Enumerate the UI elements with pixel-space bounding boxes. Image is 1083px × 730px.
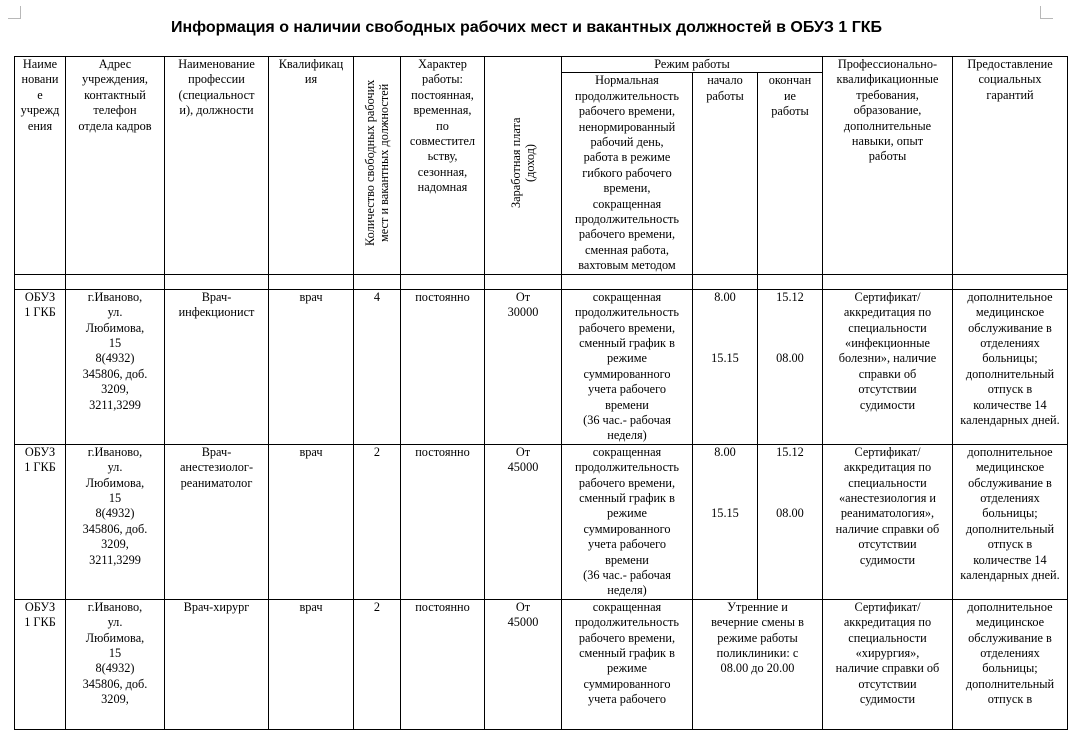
cell-social: дополнительное медицинское обслуживание в отделениях больницы; дополнительный отпуск в количестве 14 календарных дней. [953, 289, 1068, 444]
cell-start [693, 444, 758, 599]
cell-end [758, 444, 823, 599]
header-work-end: окончан ие работы [758, 73, 823, 274]
header-salary [485, 57, 562, 275]
cell-mode: сокращенная продолжительность рабочего времени, сменный график в режиме суммированного учета рабочего [562, 599, 693, 729]
cell-requirements: Сертификат/ аккредитация по специальности «анестезиология и реаниматология», наличие справки об отсутствии судимости [823, 444, 953, 599]
header-work-mode-normal: Нормальная продолжительность рабочего времени, ненормированный рабочий день, работа в режиме гибкого рабочего времени, сокращенная продолжительность рабочего времени, сменная работа, вахтовым методом [562, 73, 693, 274]
cell-nature: постоянно [401, 599, 485, 729]
header-work-start: начало работы [693, 73, 758, 274]
header-org-name: Наиме новани е учрежд ения [15, 57, 66, 275]
start-time-2: 15.15 [711, 351, 739, 366]
start-time-2: 15.15 [711, 506, 739, 521]
start-time-1: 8.00 [714, 289, 736, 304]
cell-salary: От 45000 [485, 599, 562, 729]
cell-requirements: Сертификат/ аккредитация по специальности «инфекционные болезни», наличие справки об отсутствии судимости [823, 289, 953, 444]
cell-requirements: Сертификат/ аккредитация по специальности «хирургия», наличие справки об отсутствии судимости [823, 599, 953, 729]
header-address: Адрес учреждения, контактный телефон отдела кадров [66, 57, 165, 275]
header-profession: Наименование профессии (специальност и), должности [165, 57, 269, 275]
cell-salary: От 30000 [485, 289, 562, 444]
cell-address: г.Иваново, ул. Любимова, 15 8(4932) 345806, доб. 3209, 3211,3299 [66, 444, 165, 599]
end-time-2: 08.00 [776, 506, 804, 521]
cell-profession: Врач- инфекционист [165, 289, 269, 444]
header-vacancies-count-text: Количество свободных рабочих мест и вакантных должностей [363, 79, 391, 247]
header-vacancies-count [354, 57, 401, 275]
cell-org: ОБУЗ 1 ГКБ [15, 289, 66, 444]
cell-org: ОБУЗ 1 ГКБ [15, 444, 66, 599]
end-time-1: 15.12 [776, 289, 804, 304]
cell-social: дополнительное медицинское обслуживание в отделениях больницы; дополнительный отпуск в [953, 599, 1068, 729]
cell-address: г.Иваново, ул. Любимова, 15 8(4932) 345806, доб. 3209, [66, 599, 165, 729]
cell-shift-schedule: Утренние и вечерние смены в режиме работы поликлиники: с 08.00 до 20.00 [693, 599, 823, 729]
cell-start [693, 289, 758, 444]
header-qualification: Квалификац ия [269, 57, 354, 275]
cell-address: г.Иваново, ул. Любимова, 15 8(4932) 345806, доб. 3209, 3211,3299 [66, 289, 165, 444]
table-row [15, 289, 1068, 444]
cell-qualification: врач [269, 444, 354, 599]
cell-mode: сокращенная продолжительность рабочего времени, сменный график в режиме суммированного учета рабочего времени (36 час.- рабочая неделя) [562, 289, 693, 444]
header-social: Предоставление социальных гарантий [953, 57, 1068, 275]
cell-social: дополнительное медицинское обслуживание в отделениях больницы; дополнительный отпуск в количестве 14 календарных дней. [953, 444, 1068, 599]
cell-salary: От 45000 [485, 444, 562, 599]
cell-count: 2 [354, 444, 401, 599]
cell-mode: сокращенная продолжительность рабочего времени, сменный график в режиме суммированного учета рабочего времени (36 час.- рабочая неделя) [562, 444, 693, 599]
vacancies-table [14, 56, 1068, 730]
header-work-mode: Режим работы [562, 57, 823, 73]
cell-nature: постоянно [401, 289, 485, 444]
cell-profession: Врач- анестезиолог- реаниматолог [165, 444, 269, 599]
cell-qualification: врач [269, 599, 354, 729]
end-time-2: 08.00 [776, 351, 804, 366]
end-time-1: 15.12 [776, 444, 804, 459]
header-work-nature: Характер работы: постоянная, временная, по совместител ьству, сезонная, надомная [401, 57, 485, 275]
cell-profession: Врач-хирург [165, 599, 269, 729]
page-title: Информация о наличии свободных рабочих мест и вакантных должностей в ОБУЗ 1 ГКБ [170, 19, 883, 36]
start-time-1: 8.00 [714, 444, 736, 459]
cell-org: ОБУЗ 1 ГКБ [15, 599, 66, 729]
cell-qualification: врач [269, 289, 354, 444]
header-salary-text: Заработная плата (доход) [509, 117, 537, 209]
table-row [15, 599, 1068, 729]
cell-count: 4 [354, 289, 401, 444]
cell-nature: постоянно [401, 444, 485, 599]
cell-count: 2 [354, 599, 401, 729]
table-row [15, 444, 1068, 599]
cell-end [758, 289, 823, 444]
header-requirements: Профессионально- квалификационные требования, образование, дополнительные навыки, опыт работы [823, 57, 953, 275]
spacer-row [15, 274, 1068, 289]
